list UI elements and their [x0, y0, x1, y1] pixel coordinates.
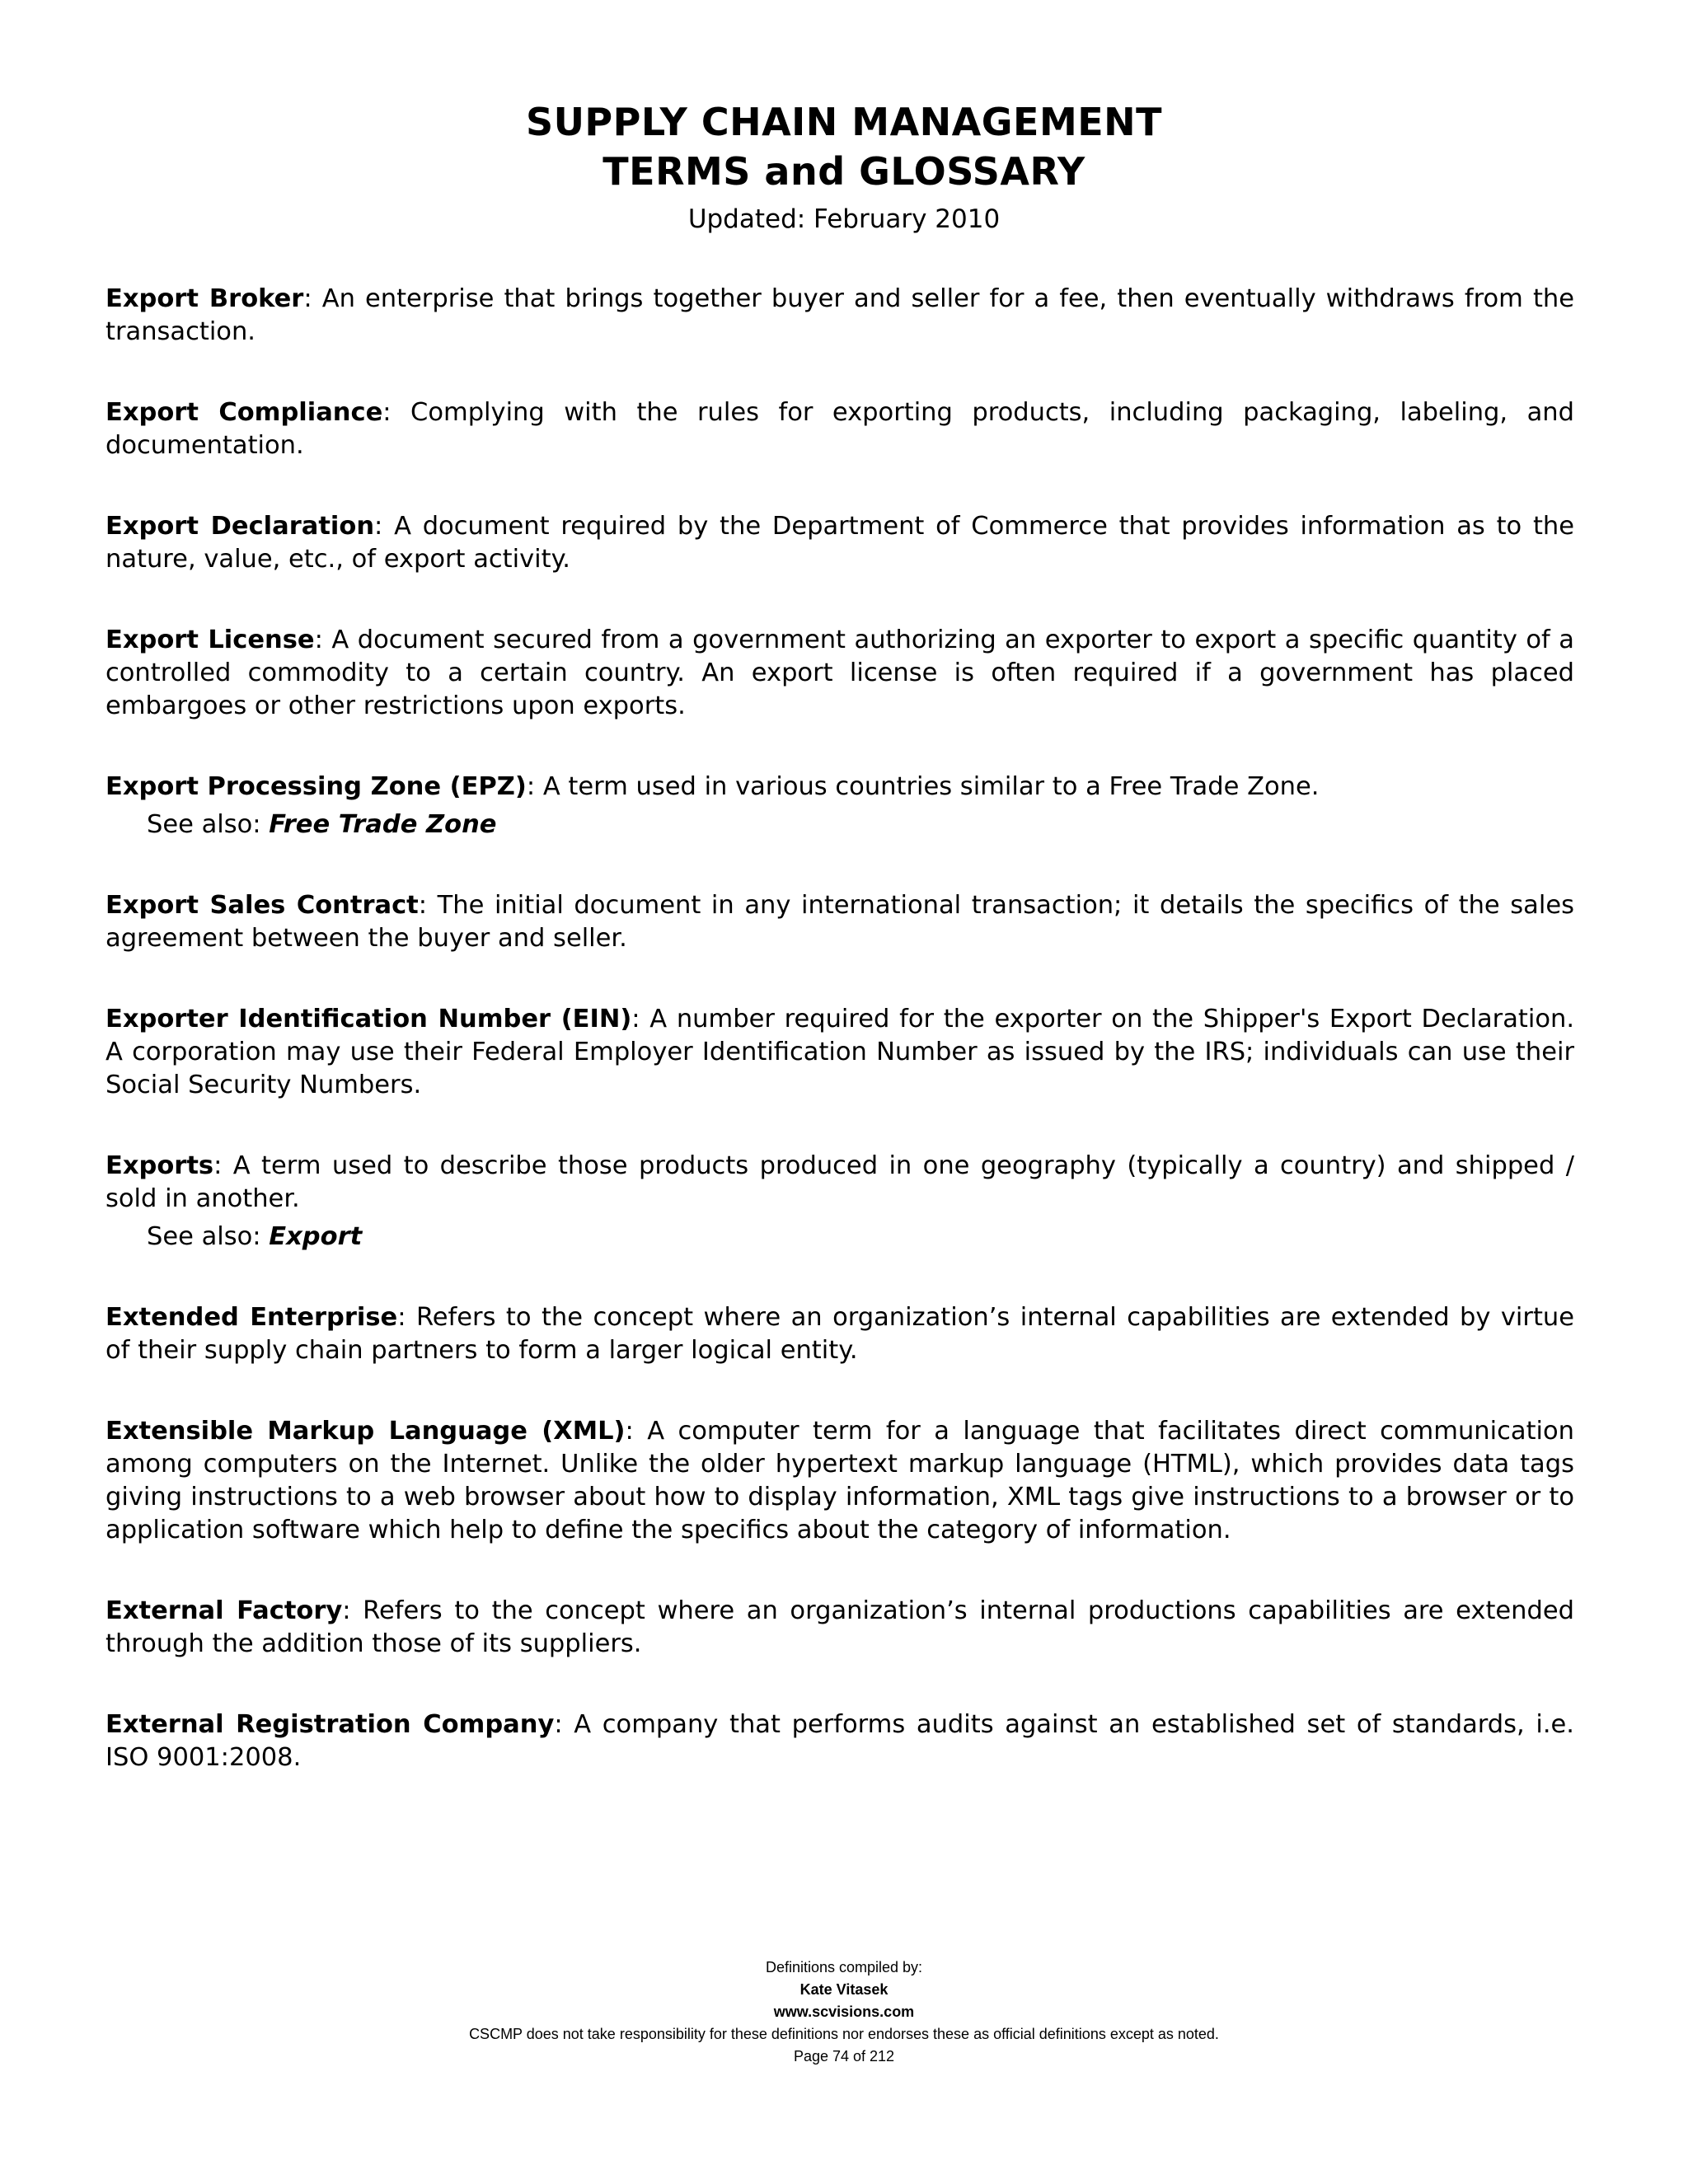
footer-compiled-by: Definitions compiled by: [765, 1959, 923, 1975]
entry-definition: : Refers to the concept where an organization’s internal capabilities are extended by virtue of their supply chain partners to form a larger logical entity. [106, 1303, 1574, 1365]
glossary-entry [106, 283, 1574, 349]
entry-definition: : The initial document in any international transaction; it details the specifics of the sales agreement between the buyer and seller. [106, 891, 1574, 953]
glossary-entry [106, 624, 1574, 723]
document-title-line-1: SUPPLY CHAIN MANAGEMENT [525, 100, 1163, 144]
entry-text [106, 1301, 1574, 1367]
entry-text [106, 1415, 1574, 1547]
glossary-entry [106, 1301, 1574, 1367]
entry-definition: : A computer term for a language that facilitates direct communication among computers on the Internet. Unlike the older hypertext markup language (HTML), which provides data tags giving instructions to a web browser about how to display information, XML tags give instructions to a browser or to application software which help to define the specifics about the category of information. [106, 1417, 1574, 1544]
see-also [147, 1221, 1574, 1254]
see-also-label: See also: [147, 810, 270, 839]
document-title-line-2: TERMS and GLOSSARY [603, 149, 1085, 194]
entry-term: Export Sales Contract [106, 891, 419, 920]
entry-term: External Registration Company [106, 1710, 555, 1739]
entry-definition: : A document required by the Department of Commerce that provides information as to the nature, value, etc., of export activity. [106, 512, 1574, 574]
glossary-entry [106, 1595, 1574, 1661]
entry-definition: : Complying with the rules for exporting products, including packaging, labeling, and documentation. [106, 398, 1574, 460]
footer-author: Kate Vitasek [799, 1981, 889, 1998]
footer-disclaimer: CSCMP does not take responsibility for these definitions nor endorses these as official definitions except as noted. [469, 2026, 1219, 2042]
entry-definition: : A term used to describe those products produced in one geography (typically a country) and shipped / sold in another. [106, 1151, 1574, 1213]
glossary-entry [106, 1003, 1574, 1102]
updated-date: Updated: February 2010 [687, 204, 1001, 234]
glossary-entry [106, 1415, 1574, 1547]
page-footer [0, 1957, 1688, 2068]
entry-text [106, 889, 1574, 955]
entry-text [106, 1003, 1574, 1102]
entry-term: Exports [106, 1151, 214, 1180]
entry-definition: : A term used in various countries similar to a Free Trade Zone. [526, 772, 1320, 801]
document-header [0, 97, 1688, 237]
entry-text [106, 1595, 1574, 1661]
entry-term: Export Processing Zone (EPZ) [106, 772, 527, 801]
glossary-entry [106, 510, 1574, 576]
entry-definition: : A document secured from a government authorizing an exporter to export a specific quantity of a controlled commodity to a certain country. An export license is often required if a government has placed embargoes or other restrictions upon exports. [106, 626, 1574, 720]
glossary-entry [106, 396, 1574, 462]
entry-definition: : Refers to the concept where an organization’s internal productions capabilities are extended through the addition those of its suppliers. [106, 1596, 1574, 1658]
see-also [147, 808, 1574, 841]
glossary-entry [106, 1708, 1574, 1774]
footer-page-number: Page 74 of 212 [793, 2048, 895, 2064]
see-also-label: See also: [147, 1222, 270, 1251]
see-also-reference: Free Trade Zone [269, 810, 497, 839]
glossary-entry [106, 889, 1574, 955]
glossary-entry [106, 771, 1574, 841]
entry-definition: : A number required for the exporter on the Shipper's Export Declaration. A corporation may use their Federal Employer Identification Number as issued by the IRS; individuals can use their Social Security Numbers. [106, 1005, 1575, 1099]
glossary-entry [106, 1150, 1574, 1254]
entry-text [106, 771, 1574, 804]
entry-text [106, 510, 1574, 576]
footer-website: www.scvisions.com [773, 2004, 915, 2020]
entry-term: Extensible Markup Language (XML) [106, 1417, 626, 1446]
entry-term: Export Compliance [106, 398, 383, 427]
entry-text [106, 396, 1574, 462]
entry-text [106, 1708, 1574, 1774]
glossary-entries [106, 283, 1574, 1822]
entry-text [106, 283, 1574, 349]
entry-term: Exporter Identification Number (EIN) [106, 1005, 632, 1033]
entry-definition: : An enterprise that brings together buyer and seller for a fee, then eventually withdraws from the transaction. [106, 284, 1575, 346]
entry-text [106, 624, 1574, 723]
entry-term: Export Broker [106, 284, 304, 313]
see-also-reference: Export [269, 1222, 363, 1251]
entry-definition: : A company that performs audits against an established set of standards, i.e. ISO 9001:2008. [106, 1710, 1575, 1772]
entry-term: Export Declaration [106, 512, 375, 541]
entry-term: External Factory [106, 1596, 343, 1625]
entry-text [106, 1150, 1574, 1216]
entry-term: Export License [106, 626, 315, 654]
entry-term: Extended Enterprise [106, 1303, 398, 1332]
